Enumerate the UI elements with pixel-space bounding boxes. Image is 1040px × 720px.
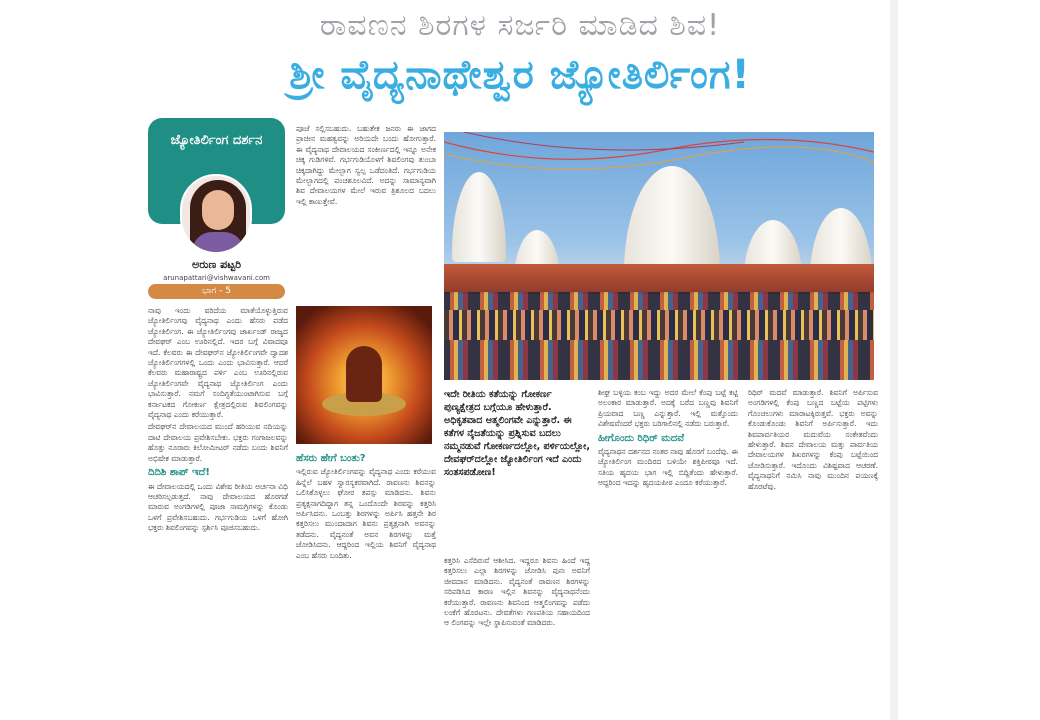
article-column-5 xyxy=(598,388,738,714)
paragraph: ಇಲ್ಲಿರುವ ಜ್ಯೋತಿರ್ಲಿಂಗವನ್ನು ವೈದ್ಯನಾಥ ಎಂದು ಕರೆಯುವ ಹಿನ್ನೆಲೆ ಬಹಳ ಸ್ವಾರಸ್ಯಕರವಾಗಿದೆ. ರಾವಣನು ಶಿವನನ್ನು ಒಲಿಸಿಕೊಳ್ಳಲು ಘೋರ ತಪಸ್ಸು ಮಾಡಿದನು. ಶಿವನು ಪ್ರತ್ಯಕ್ಷನಾಗದಿದ್ದಾಗ ತನ್ನ ಒಂದೊಂದೇ ಶಿರವನ್ನು ಕತ್ತರಿಸಿ ಅರ್ಪಿಸಿದನು. ಒಂಬತ್ತು ಶಿರಗಳನ್ನು ಅರ್ಪಿಸಿ ಹತ್ತನೇ ಶಿರ ಕತ್ತರಿಸಲು ಮುಂದಾದಾಗ ಶಿವನು ಪ್ರತ್ಯಕ್ಷನಾಗಿ ಅವನನ್ನು ತಡೆದನು. ವೈದ್ಯನಂತೆ ಅವನ ಶಿರಗಳನ್ನು ಮತ್ತೆ ಜೋಡಿಸಿದನು. ಆದ್ದರಿಂದ ಇಲ್ಲಿಯ ಶಿವನಿಗೆ ವೈದ್ಯನಾಥ ಎಂಬ ಹೆಸರು ಬಂದಿತು. xyxy=(296,467,436,560)
newspaper-page xyxy=(140,0,900,720)
section-heading: ದಿದಿಶಿ ಶಾಪ್ ಇದೆ! xyxy=(148,467,210,479)
article-headline: ಶ್ರೀ ವೈದ್ಯನಾಥೇಶ್ವರ ಜ್ಯೋತಿರ್ಲಿಂಗ! xyxy=(289,52,751,98)
author-email: arunapattari@vishwavani.com xyxy=(163,274,270,282)
article-subtitle: ರಾವಣನ ಶಿರಗಳ ಸರ್ಜರಿ ಮಾಡಿದ ಶಿವ! xyxy=(319,8,721,43)
section-heading: ಹೀಗೊಂದು ರಿಧಿರ್ ಮದವೆ xyxy=(598,432,685,444)
article-column-2-top xyxy=(296,124,436,302)
section-heading: ಹೆಸರು ಹೇಗೆ ಬಂತು? xyxy=(296,453,366,464)
article-column-1 xyxy=(148,306,288,714)
paragraph: ಕತ್ತರಿಸಿ ಎಸೆದಿರುವೆ ಆಶೀಸಿದ. ಇದ್ದರೂ ಶಿವನು ಹಿಂದೆ ಇದ್ದ ಕತ್ತರಿಸಲು ಎಲ್ಲಾ ಶಿರಗಳನ್ನು ಜೋಡಿಸಿ ಪುನಃ ಅವನಿಗೆ ಜೀವದಾನ ಮಾಡಿದನು. ವೈದ್ಯನಂತೆ ರಾವಣನ ಶಿರಗಳನ್ನು ಸರಿಪಡಿಸಿದ ಕಾರಣ ಇಲ್ಲಿನ ಶಿವನನ್ನು ವೈದ್ಯನಾಥನೆಂದು ಕರೆಯುತ್ತಾರೆ. ರಾವಣನು ಶಿವನಿಂದ ಆತ್ಮಲಿಂಗವನ್ನು ಪಡೆದು ಲಂಕೆಗೆ ಹೊರಟನು. ದೇವತೆಗಳು ಗಣಪತಿಯ ಸಹಾಯದಿಂದ ಆ ಲಿಂಗವನ್ನು ಇಲ್ಲೇ ಸ್ಥಾಪಿಸುವಂತೆ ಮಾಡಿದರು. xyxy=(444,556,590,628)
temple-photo xyxy=(444,132,874,380)
paragraph: ವೈದ್ಯನಾಥನ ದರ್ಶನದ ನಂತರ ನಾವು ಹೊರಗೆ ಬಂದೆವು. ಈ ಜ್ಯೋತಿರ್ಲಿಂಗ ಮಂದಿರದ ಬಳಿಯೇ ಶಕ್ತಿಪೀಠವೂ ಇದೆ. ಸತಿಯ ಹೃದಯ ಭಾಗ ಇಲ್ಲಿ ಬಿದ್ದಿತೆಂದು ಹೇಳುತ್ತಾರೆ. ಆದ್ದರಿಂದ ಇದನ್ನು ಹೃದಯಪೀಠ ಎಂದೂ ಕರೆಯುತ್ತಾರೆ. xyxy=(598,447,738,488)
paragraph: ಶೀಘ್ರ ಬಳ್ಳಿಯ ಕಂಬ ಇದ್ದು ಅದರ ಮೇಲೆ ಕೆಂಪು ಬಟ್ಟೆ ಕಟ್ಟಿ ಅಲಂಕಾರ ಮಾಡುತ್ತಾರೆ. ಅದಕ್ಕೆ ಬರೆದ ಬಣ್ಣವು ಶಿವನಿಗೆ ಪ್ರಿಯವಾದ ಬಣ್ಣ ಎನ್ನುತ್ತಾರೆ. ಇಲ್ಲಿ ಮತ್ತೊಂದು ವಿಶೇಷವೆಂದರೆ ಭಕ್ತರು ಬರಿಗಾಲಿನಲ್ಲಿ ನಡೆದು ಬರುತ್ತಾರೆ. xyxy=(598,388,738,429)
part-badge: ಭಾಗ - 5 xyxy=(148,284,285,299)
author-card xyxy=(148,118,285,298)
paragraph: ಪೂಜೆ ಸಲ್ಲಿಸಬಹುದು. ಬಹುತೇಕ ಜನರು ಈ ಜಾಗದ ಪ್ರಾಚೀನ ಮಹತ್ವವನ್ನು ಅರಿಯದೇ ಬಂದು ಹೋಗುತ್ತಾರೆ. ಈ ವೈದ್ಯನಾಥ ದೇವಾಲಯದ ಸಂಕೀರ್ಣದಲ್ಲಿ ಇನ್ನೂ ಅನೇಕ ಚಿಕ್ಕ ಗುಡಿಗಳಿವೆ. ಗರ್ಭಗುಡಿಯೊಳಗೆ ಶಿವಲಿಂಗವು ತುಂಬಾ ಚಿಕ್ಕದಾಗಿದ್ದು ಮೇಲ್ಭಾಗ ಸ್ವಲ್ಪ ಒಡೆದಂತಿದೆ. ಗರ್ಭಗುಡಿಯ ಮೇಲ್ಭಾಗದಲ್ಲಿ ಪಂಚಶೂಲವಿದೆ. ಅದನ್ನು ಸಾಮಾನ್ಯವಾಗಿ ಶಿವ ದೇವಾಲಯಗಳ ಮೇಲೆ ಇರುವ ತ್ರಿಶೂಲದ ಬದಲು ಇಲ್ಲಿ ಕಾಣುತ್ತೇವೆ. xyxy=(296,124,436,206)
article-column-2-bottom xyxy=(296,450,436,714)
paragraph: ಈ ದೇವಾಲಯದಲ್ಲಿ ಒಂದು ವಿಶೇಷ ರೀತಿಯ ಅರ್ಚನಾ ವಿಧಿ ಆಚರಿಸಲ್ಪಡುತ್ತದೆ. ನಾವು ದೇವಾಲಯದ ಹೊರಗಡೆ ಮಾರುವ ಅಂಗಡಿಗಳಲ್ಲಿ ಪೂಜಾ ಸಾಮಗ್ರಿಗಳನ್ನು ಕೊಂಡು ಒಳಗೆ ಪ್ರವೇಶಿಸಬಹುದು. ಗರ್ಭಗುಡಿಯ ಒಳಗೆ ಹೋಗಿ ಭಕ್ತರು ಶಿವಲಿಂಗವನ್ನು ಸ್ಪರ್ಶಿಸಿ ಪೂಜಿಸಬಹುದು. xyxy=(148,481,288,533)
page-edge xyxy=(890,0,898,720)
author-name: ಅರುಣ ಪಟ್ಟರಿ xyxy=(191,258,242,271)
paragraph: ದೇವಘರ್‌ನ ದೇವಾಲಯದ ಮುಂದೆ ಹರಿಯುವ ನದಿಯನ್ನು ದಾಟಿ ದೇವಾಲಯ ಪ್ರವೇಶಿಸಬೇಕು. ಭಕ್ತರು ಗಂಗಾಜಲವನ್ನು ಹೊತ್ತು ನೂರಾರು ಕಿಲೋಮೀಟರ್ ನಡೆದು ಬಂದು ಶಿವನಿಗೆ ಅಭಿಷೇಕ ಮಾಡುತ್ತಾರೆ. xyxy=(148,422,288,463)
article-column-6 xyxy=(748,388,878,714)
column-title: ಜ್ಯೋತಿರ್ಲಿಂಗ ದರ್ಶನ xyxy=(148,118,285,224)
author-avatar xyxy=(180,174,252,254)
shivalinga-photo xyxy=(296,306,432,444)
pull-quote: ಇದೇ ರೀತಿಯ ಕತೆಯನ್ನು ಗೋಕರ್ಣ ಪುಣ್ಯಕ್ಷೇತ್ರದ ಬಗ್ಗೆಯೂ ಹೇಳುತ್ತಾರೆ. ಅಧಿಕೃತವಾದ ಆತ್ಮಲಿಂಗವೇ ಎನ್ನುತ್ತಾರೆ. ಈ ಕತೆಗಳ ನೈಜತೆಯನ್ನು ಪ್ರಶ್ನಿಸುವ ಬದಲು ನಮ್ಮನಡುವೆ ಗೋಕರ್ಣದಲ್ಲೋ, ಪರ್ಳಿಯಲ್ಲೋ, ದೇವಘರ್‌ದಲ್ಲೋ ಜ್ಯೋತಿರ್ಲಿಂಗ ಇದೆ ಎಂದು ಸಂತಸಪಡೋಣ! xyxy=(444,389,590,478)
article-column-4 xyxy=(444,556,590,714)
paragraph: ರಿಧಿರ್ ಮದವೆ ಮಾಡುತ್ತಾರೆ. ಶಿವನಿಗೆ ಅರ್ಪಿಸುವ ಅಂಗಡಿಗಳಲ್ಲಿ ಕೆಂಪು ಬಣ್ಣದ ಬಟ್ಟೆಯ ಪಟ್ಟಿಗಳು ಗೊಂಚಲುಗಳು ಮಾರಾಟಕ್ಕಿರುತ್ತವೆ. ಭಕ್ತರು ಅವನ್ನು ಕೊಂಡುಕೊಂಡು ಶಿವನಿಗೆ ಅರ್ಪಿಸುತ್ತಾರೆ. ಇದು ಶಿವಪಾರ್ವತಿಯರ ಮದುವೆಯ ಸಂಕೇತವೆಂದು ಹೇಳುತ್ತಾರೆ. ಶಿವನ ದೇವಾಲಯ ಮತ್ತು ಪಾರ್ವತಿಯ ದೇವಾಲಯಗಳ ಶಿಖರಗಳನ್ನು ಕೆಂಪು ಬಟ್ಟೆಯಿಂದ ಜೋಡಿಸುತ್ತಾರೆ. ಇದೊಂದು ವಿಶಿಷ್ಟವಾದ ಆಚರಣೆ. ವೈದ್ಯನಾಥನಿಗೆ ನಮಿಸಿ ನಾವು ಮುಂದಿನ ಪಯಣಕ್ಕೆ ಹೊರಟೆವು. xyxy=(748,388,878,491)
paragraph: ನಾವು ಇಂದು ವರಿದೆಯ ಮಾತೆಯೊಳ್ಳುತ್ತಿರುವ ಜ್ಯೋತಿರ್ಲಿಂಗವು ವೈದ್ಯನಾಥ ಎಂದು ಹೆಸರು ಪಡೆದ ಜ್ಯೋತಿರ್ಲಿಂಗ. ಈ ಜ್ಯೋತಿರ್ಲಿಂಗವು ಜಾರ್ಖಂಡ್ ರಾಜ್ಯದ ದೇವಘರ್ ಎಂಬ ಊರಿನಲ್ಲಿದೆ. ಇದರ ಬಗ್ಗೆ ವಿವಾದವೂ ಇದೆ. ಕೆಲವರು ಈ ದೇವಘರ್‌ನ ಜ್ಯೋತಿರ್ಲಿಂಗವೇ ದ್ವಾದಶ ಜ್ಯೋತಿರ್ಲಿಂಗಗಳಲ್ಲಿ ಒಂದು ಎಂದು ಭಾವಿಸುತ್ತಾರೆ. ಆದರೆ ಕೆಲವರು ಮಹಾರಾಷ್ಟ್ರದ ಪರ್ಳಿ ಎಂಬ ಊರಿನಲ್ಲಿರುವ ಜ್ಯೋತಿರ್ಲಿಂಗವೇ ವೈದ್ಯನಾಥ ಜ್ಯೋತಿರ್ಲಿಂಗ ಎಂದು ಭಾವಿಸುತ್ತಾರೆ. ನಮಗೆ ಸಂದಿಗ್ಧತೆಯುಂಟಾಗಿಸುವ ಬಗ್ಗೆ ಕರ್ನಾಟಕದ ಗೋಕರ್ಣ ಕ್ಷೇತ್ರದಲ್ಲಿರುವ ಶಿವಲಿಂಗವನ್ನು ವೈದ್ಯನಾಥ ಎಂದು ಕರೆಯುತ್ತಾರೆ. xyxy=(148,306,288,420)
